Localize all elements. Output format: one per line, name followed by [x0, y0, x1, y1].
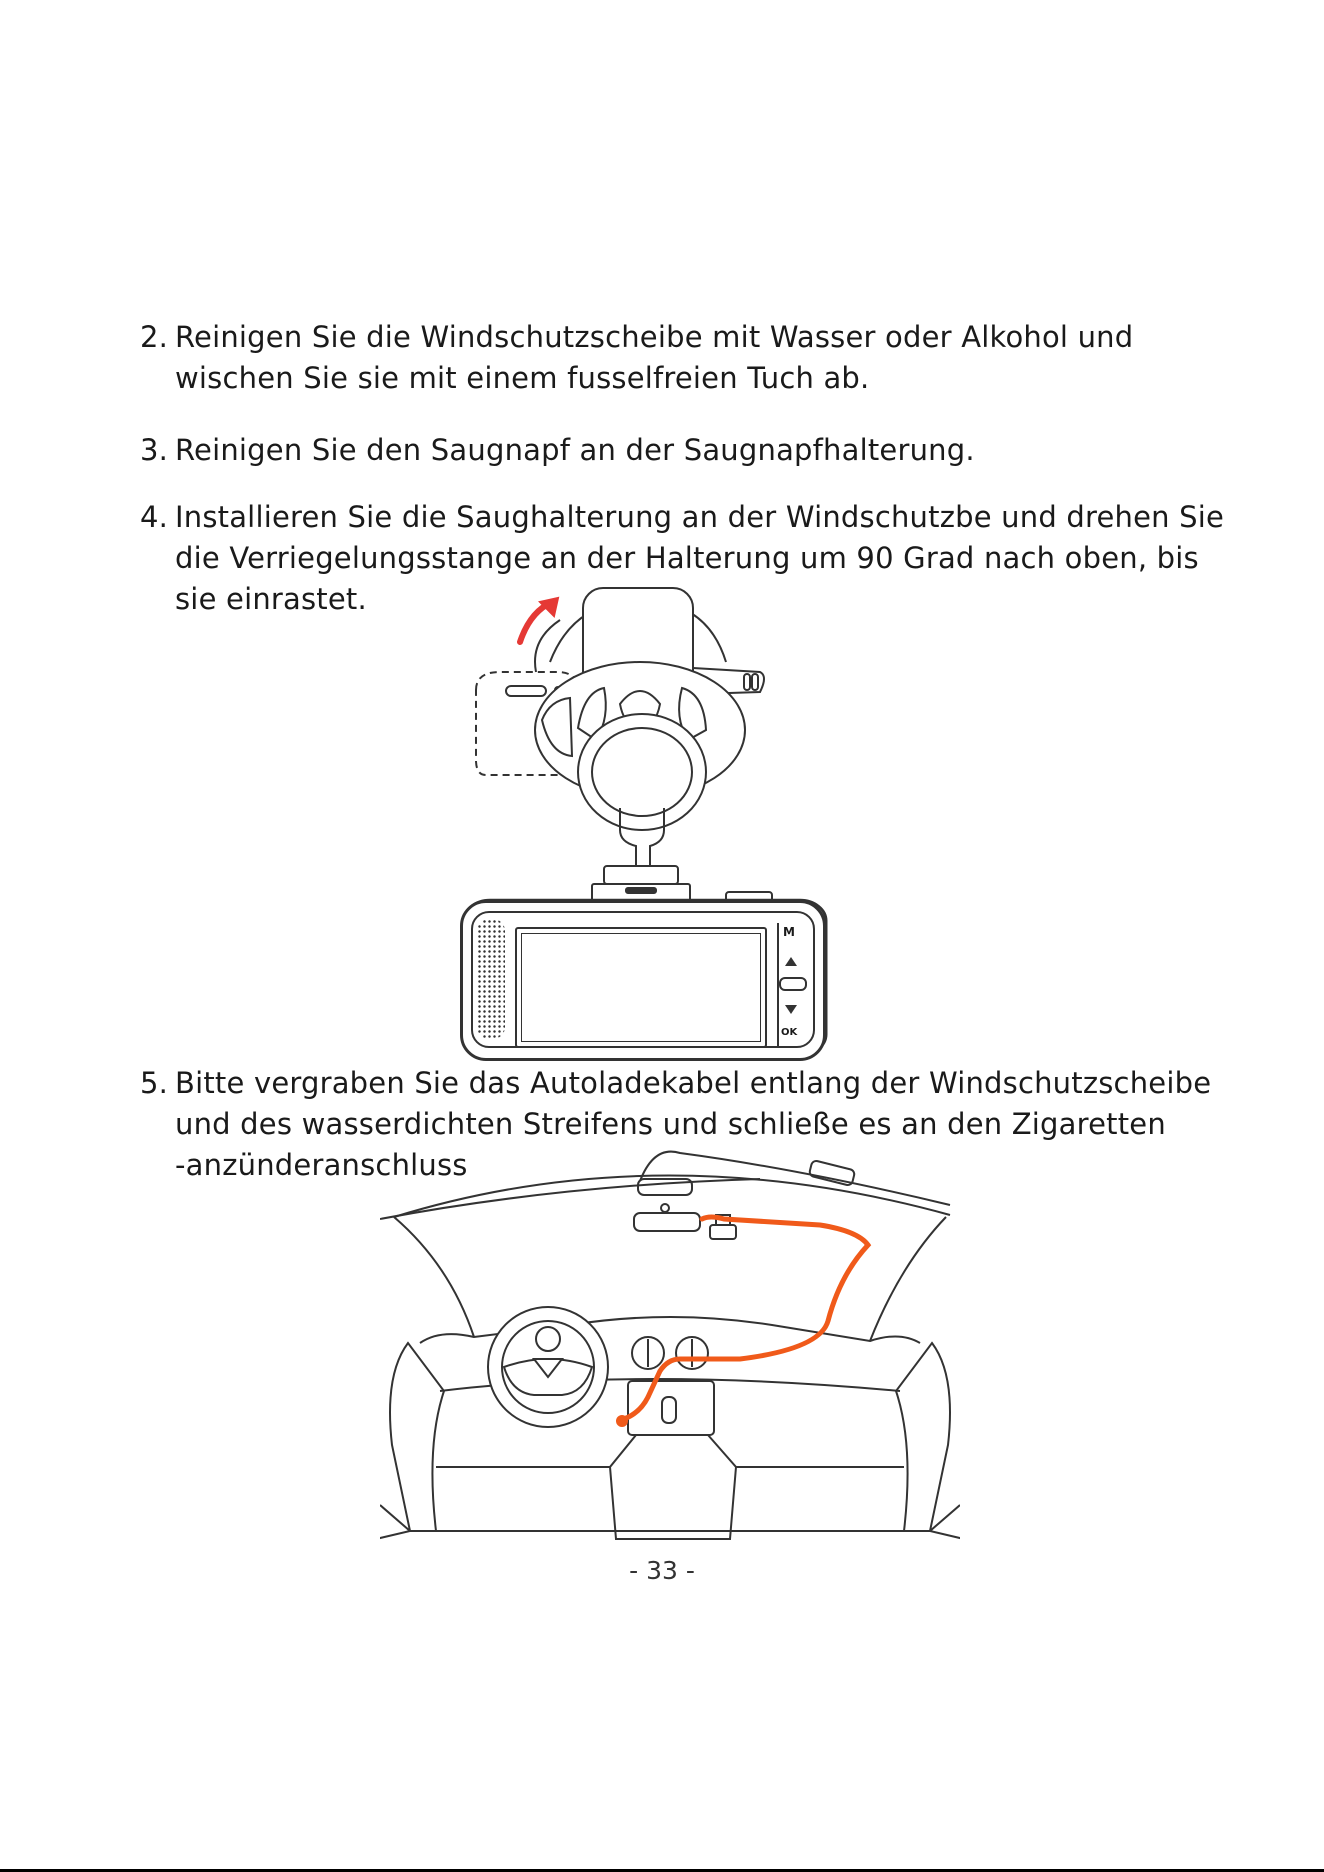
menu-button: M [783, 925, 795, 939]
step-line: sie einrastet. [175, 582, 367, 616]
step-number: 2. [140, 320, 169, 354]
step-line: Reinigen Sie die Windschutzscheibe mit Wasser oder Alkohol und [175, 320, 1134, 354]
step-text [140, 430, 1250, 471]
power-button [779, 977, 807, 991]
step-line: wischen Sie sie mit einem fusselfreien Tuch ab. [175, 361, 870, 395]
dashcam-screen [515, 927, 767, 1048]
step-line: Installieren Sie die Saughalterung an der Windschutzbe und drehen Sie [175, 500, 1225, 534]
page-number: - 33 - [629, 1556, 695, 1585]
step-line: Reinigen Sie den Saugnapf an der Saugnapfhalterung. [175, 433, 975, 467]
dashcam-mount-illustration [460, 580, 840, 1050]
step-2 [140, 317, 1250, 399]
down-arrow-icon [785, 1005, 797, 1014]
ok-button: OK [781, 1027, 798, 1038]
step-line: die Verriegelungsstange an der Halterung um 90 Grad nach oben, bis [175, 541, 1199, 575]
dashcam-body [460, 900, 826, 1061]
step-number: 5. [140, 1066, 169, 1100]
step-number: 4. [140, 500, 169, 534]
side-button-strip [777, 923, 805, 1047]
step-3 [140, 430, 1250, 471]
up-arrow-icon [785, 957, 797, 966]
step-line: und des wasserdichten Streifens und schließe es an den Zigaretten [175, 1107, 1166, 1141]
car-interior-illustration [380, 1145, 960, 1540]
step-line: -anzünderanschluss [175, 1148, 468, 1182]
step-line: Bitte vergraben Sie das Autoladekabel entlang der Windschutzscheibe [175, 1066, 1212, 1100]
speaker-grille [477, 919, 505, 1039]
step-number: 3. [140, 433, 169, 467]
step-text [140, 317, 1250, 399]
